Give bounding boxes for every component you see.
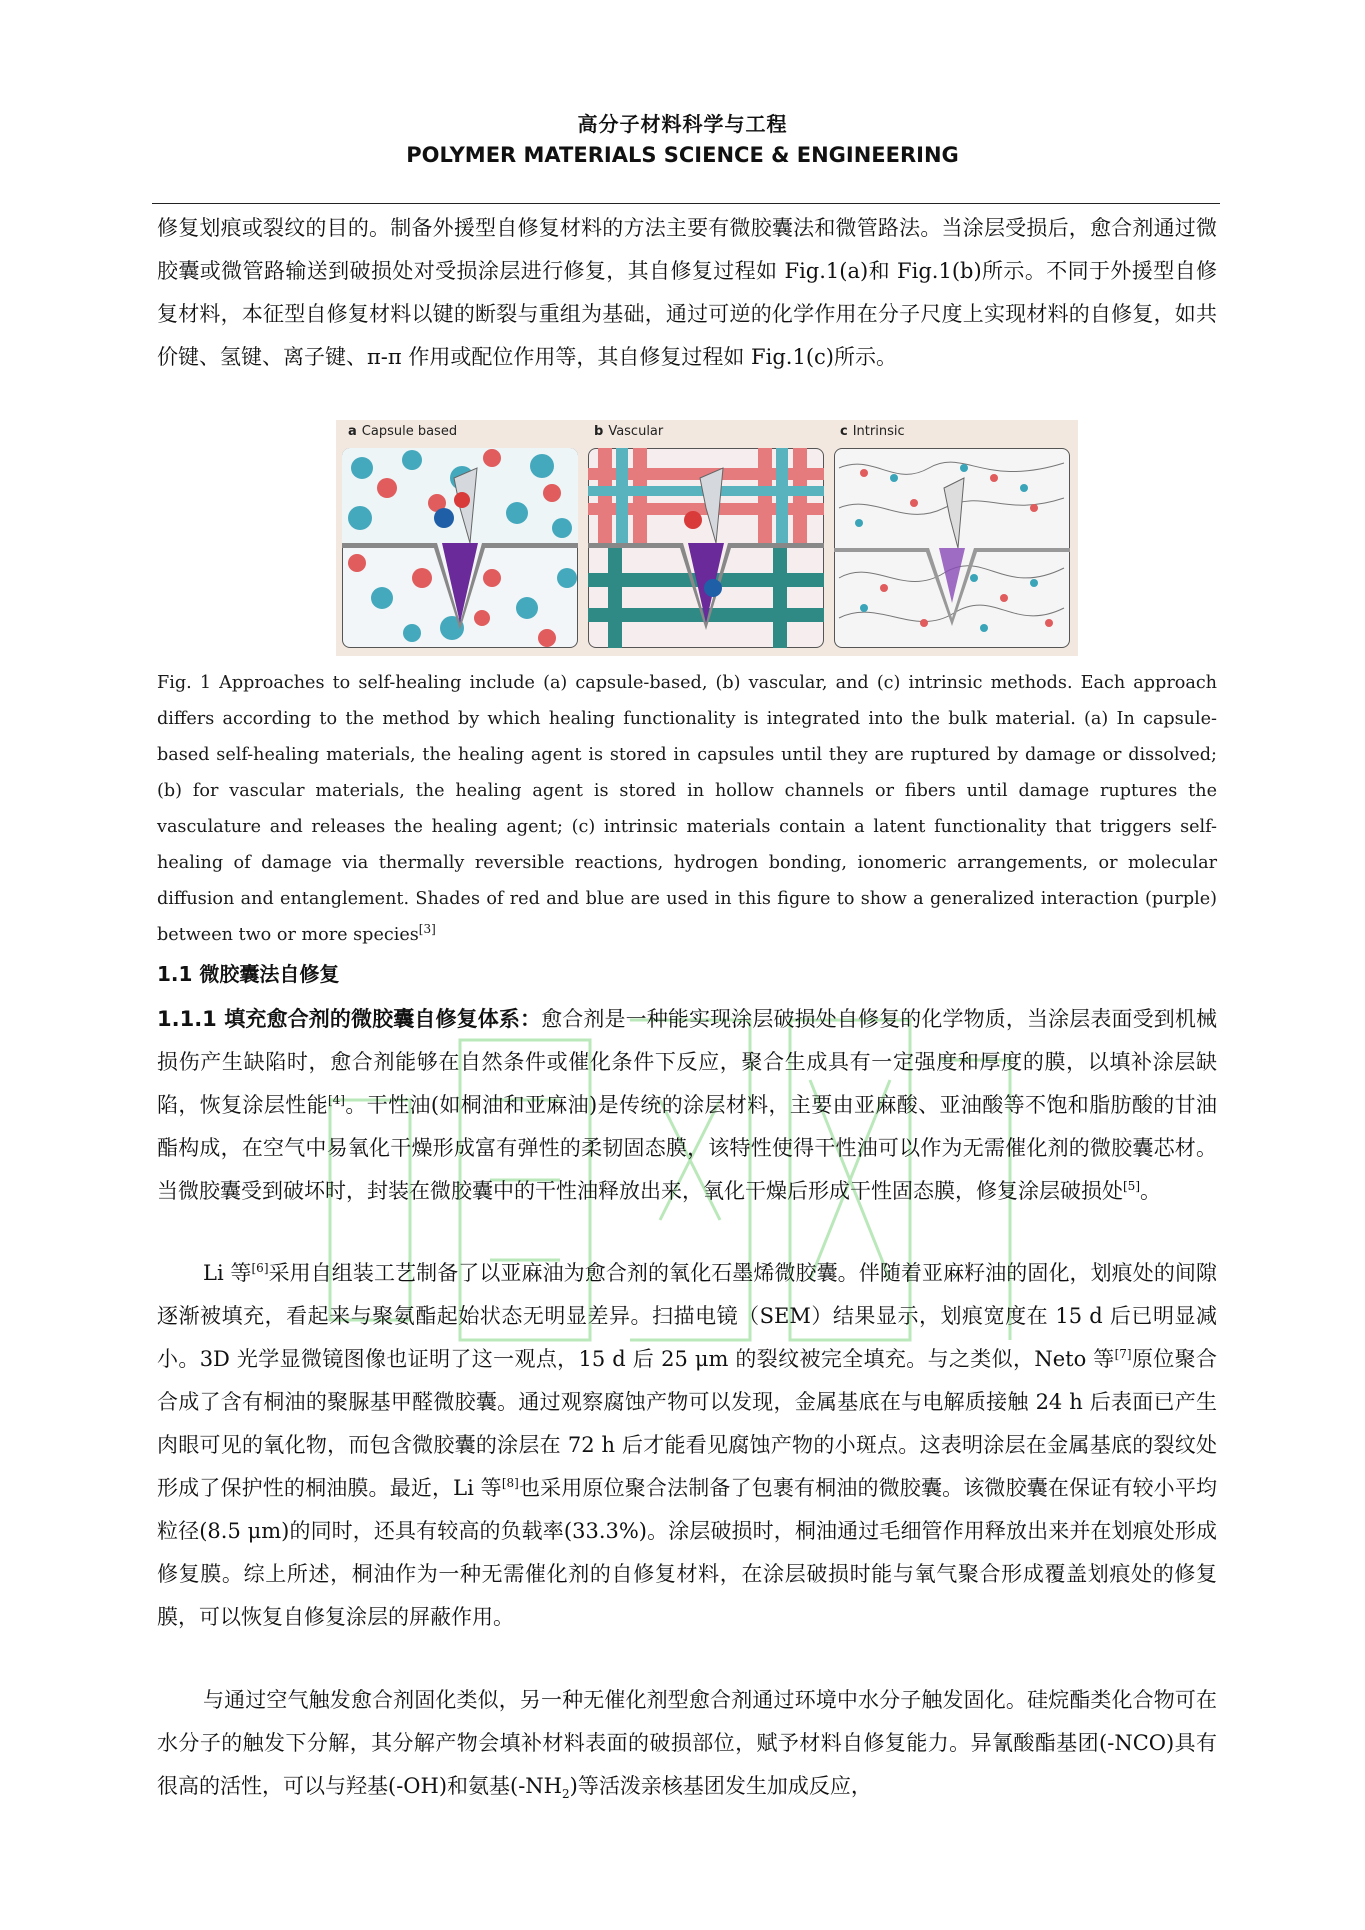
journal-title-en: POLYMER MATERIALS SCIENCE & ENGINEERING xyxy=(406,143,959,167)
vascular-illustration xyxy=(588,448,824,648)
journal-title-cn: 高分子材料科学与工程 xyxy=(577,112,788,136)
capsule-based-illustration xyxy=(342,448,578,648)
panel-c-title: c Intrinsic xyxy=(840,424,905,439)
intro-paragraph: 修复划痕或裂纹的目的。制备外援型自修复材料的方法主要有微胶囊法和微管路法。当涂层受损后，愈合剂通过微胶囊或微管路输送到破损处对受损涂层进行修复，其自修复过程如 Fig.1(a)和 Fig.1(b)所示。不同于外援型自修复材料，本征型自修复材料以键的断裂与重组为基础，通过可逆的化学作用在分子尺度上实现材料的自修复，如共价键、氢键、离子键、π-π 作用或配位作用等，其自修复过程如 Fig.1(c)所示。 xyxy=(157,216,1217,369)
figure-1-caption: Fig. 1 Approaches to self-healing include (a) capsule-based, (b) vascular, and (c) intrinsic methods. Each approach differs according to the method by which healing functionality is integrated into the bulk material. (a) In capsule-based self-healing materials, the healing agent is stored in capsules until they are ruptured by damage or dissolved; (b) for vascular materials, the healing agent is stored in hollow channels or fibers until damage ruptures the vasculature and releases the healing agent; (c) intrinsic materials contain a latent functionality that triggers self-healing of damage via thermally reversible reactions, hydrogen bonding, ionomeric arrangements, or molecular diffusion and entanglement. Shades of red and blue are used in this figure to show a generalized interaction (purple) between two or more species[3] xyxy=(157,673,1217,945)
panel-b-title: b Vascular xyxy=(594,424,664,439)
paragraph-2: Li 等[6]采用自组装工艺制备了以亚麻油为愈合剂的氧化石墨烯微胶囊。伴随着亚麻籽油的固化，划痕处的间隙逐渐被填充，看起来与聚氨酯起始状态无明显差异。扫描电镜（SEM）结果显示，划痕宽度在 15 d 后已明显减小。3D 光学显微镜图像也证明了这一观点，15 d 后 25 μm 的裂纹被完全填充。与之类似，Neto 等[7]原位聚合合成了含有桐油的聚脲基甲醛微胶囊。通过观察腐蚀产物可以发现，金属基底在与电解质接触 24 h 后表面已产生肉眼可见的氧化物，而包含微胶囊的涂层在 72 h 后才能看见腐蚀产物的小斑点。这表明涂层在金属基底的裂纹处形成了保护性的桐油膜。最近，Li 等[8]也采用原位聚合法制备了包裹有桐油的微胶囊。该微胶囊在保证有较小平均粒径(8.5 μm)的同时，还具有较高的负载率(33.3%)。涂层破损时，桐油通过毛细管作用释放出来并在划痕处形成修复膜。综上所述，桐油作为一种无需催化剂的自修复材料，在涂层破损时能与氧气聚合形成覆盖划痕处的修复膜，可以恢复自修复涂层的屏蔽作用。 xyxy=(157,1261,1217,1629)
header-rule xyxy=(152,203,1220,204)
section-heading: 1.1 微胶囊法自修复 xyxy=(157,962,340,986)
paragraph-3: 与通过空气触发愈合剂固化类似，另一种无催化剂型愈合剂通过环境中水分子触发固化。硅烷酯类化合物可在水分子的触发下分解，其分解产物会填补材料表面的破损部位，赋予材料自修复能力。异氰酸酯基团(-NCO)具有很高的活性，可以与羟基(-OH)和氨基$(-NH_2)$等活泼亲核基团发生加成反应， xyxy=(157,1688,1217,1802)
panel-a-title: a Capsule based xyxy=(348,424,458,439)
figure-1 xyxy=(336,420,1078,656)
paragraph-1: 1.1.1 填充愈合剂的微胶囊自修复体系：愈合剂是一种能实现涂层破损处自修复的化学物质，当涂层表面受到机械损伤产生缺陷时，愈合剂能够在自然条件或催化条件下反应，聚合生成具有一定强度和厚度的膜，以填补涂层缺陷，恢复涂层性能[4]。干性油(如桐油和亚麻油)是传统的涂层材料，主要由亚麻酸、亚油酸等不饱和脂肪酸的甘油酯构成，在空气中易氧化干燥形成富有弹性的柔韧固态膜，该特性使得干性油可以作为无需催化剂的微胶囊芯材。当微胶囊受到破坏时，封装在微胶囊中的干性油释放出来，氧化干燥后形成干性固态膜，修复涂层破损处[5]。 xyxy=(157,1007,1217,1203)
sub-heading: 1.1.1 填充愈合剂的微胶囊自修复体系： xyxy=(157,1007,542,1031)
intrinsic-illustration xyxy=(834,448,1070,648)
